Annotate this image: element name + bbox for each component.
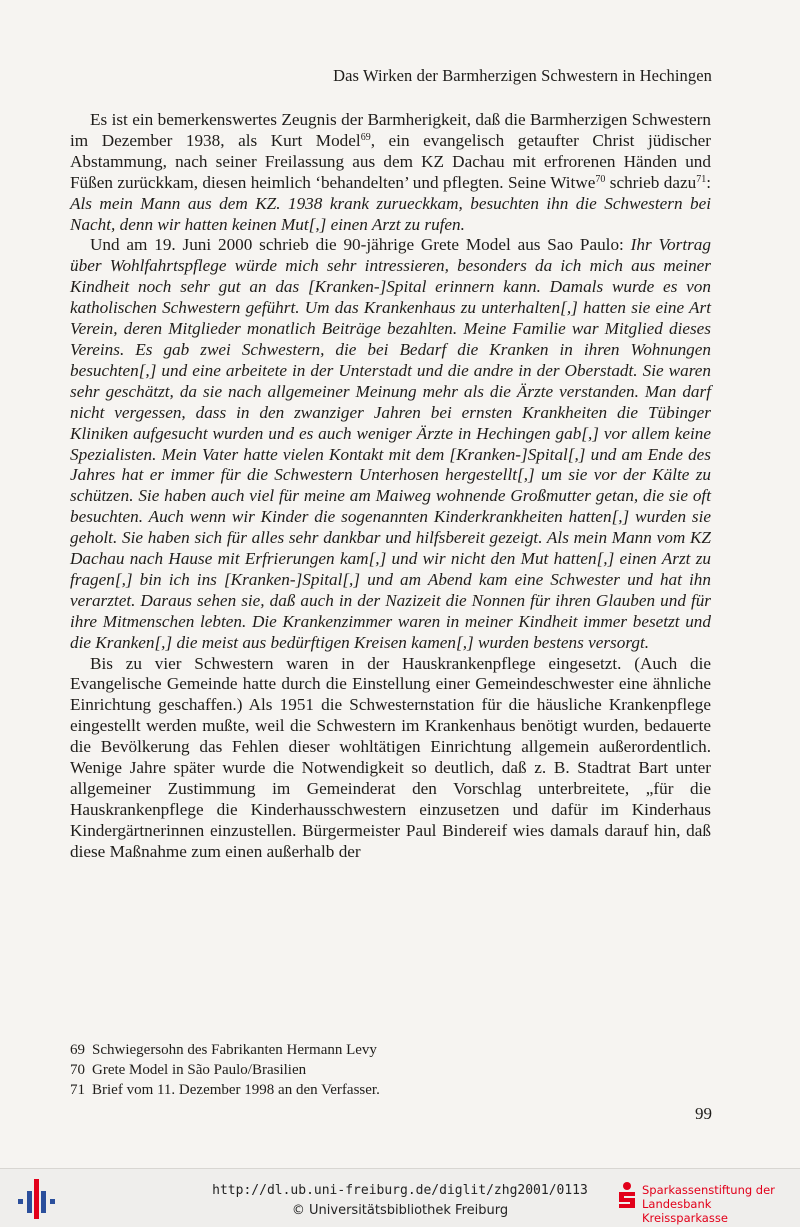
body-text — [70, 110, 711, 863]
footnote — [70, 1040, 711, 1060]
footnote-number: 69 — [70, 1042, 85, 1058]
sparkasse-logo-icon — [616, 1181, 638, 1211]
footnote-text: Schwiegersohn des Fabrikanten Hermann Levy — [92, 1042, 377, 1058]
footnote-number: 71 — [70, 1082, 85, 1098]
text-run: : — [706, 172, 712, 192]
footnote-text: Brief vom 11. Dezember 1998 an den Verfasser. — [92, 1082, 380, 1098]
footnote-marker: 69 — [360, 131, 371, 143]
quoted-text: Ihr Vortrag über Wohlfahrtspflege würde mich sehr intressieren, besonders da ich mich aus meiner Kindheit noch sehr gut an das [Kranken-]Spital erinnern kann. Damals wurde es von katholischen Schwestern geführt. Um das Krankenhaus zu unterhalten[,] hatten sie eine Art Verein, deren Mitglieder monatlich Beiträge bezahlten. Meine Familie war Mitglied dieses Vereins. Es gab zwei Schwestern, die bei Bedarf die Kranken in ihren Wohnungen besuchten[,] und eine arbeitete in der Unterstadt und die andre in der Oberstadt. Sie waren sehr geschätzt, da sie nach allgemeiner Meinung mehr als die Ärzte verstanden. Man darf nicht vergessen, dass in den zwanziger Jahren bei ernsten Krankheiten die Tübinger Kliniken aufgesucht wurden und es auch weniger Ärzte in Hechingen gab[,] vor allem keine Spezialisten. Mein Vater hatte vielen Kontakt mit dem [Kranken-]Spital[,] und am Ende des Jahres hat er immer für die Schwestern Unterhosen hergestellt[,] um sie vor der Kälte zu schützen. Sie haben auch viel für meine am Maiweg wohnende Großmutter getan, die sie oft besuchten. Auch wenn wir Kinder die sogenannten Kinderkrankheiten hatten[,] wurden sie geholt. Sie haben sich für alles sehr dankbar und hilfsbereit gezeigt. Als mein Mann vom KZ Dachau nach Hause mit Erfrierungen kam[,] und wir nicht den Mut hatten[,] einen Arzt zu fragen[,] bin ich ins [Kranken-]Spital[,] und am Abend kam eine Schwester und hat ihn verarztet. Daraus sehen sie, daß auch in der Nazizeit die Nonnen für ihren Glauben und für ihre Mitmenschen lebten. Die Krankenzimmer waren in meiner Kindheit immer besetzt und die Kranken[,] die meist aus bedürftigen Kreisen kamen[,] wurden bestens versorgt. — [70, 235, 711, 652]
sponsor-line-1: Sparkassenstiftung der — [642, 1183, 775, 1197]
sponsor-line-2: Landesbank Kreissparkasse — [642, 1197, 728, 1225]
copyright-notice: © Universitätsbibliothek Freiburg — [291, 1203, 509, 1218]
page-number: 99 — [695, 1104, 712, 1123]
sponsor-text — [642, 1183, 798, 1225]
running-head: Das Wirken der Barmherzigen Schwestern in Hechingen — [333, 66, 712, 85]
footnote — [70, 1080, 711, 1100]
paragraph — [70, 235, 711, 653]
footnote — [70, 1060, 711, 1080]
text-run: schrieb dazu — [605, 172, 697, 192]
footnotes — [70, 1040, 711, 1100]
quoted-text: Als mein Mann aus dem KZ. 1938 krank zurueckkam, besuchten ihn die Schwestern bei Nacht, denn wir hatten keinen Mut[,] einen Arzt zu rufen. — [70, 193, 711, 234]
text-run: Es ist ein bemerkenswertes Zeugnis der Barmherigkeit, daß die Barmherzigen Schwestern im Dezember 1938, als Kurt Model — [70, 110, 711, 150]
footnote-marker: 70 — [595, 173, 606, 185]
text-run: Bis zu vier Schwestern waren in der Hauskrankenpflege eingesetzt. (Auch die Evangelische Gemeinde hatte durch die Einstellung einer Gemeindeschwester eine ähnliche Einrichtung geschaffen.) Als 1951 die Schwesternstation für die häusliche Krankenpflege eingestellt werden mußte, weil die Schwestern im Krankenhaus benötigt wurden, bedauerte die Bevölkerung das Fehlen dieser wohltätigen Einrichtung allgemein außerordentlich. Wenige Jahre später wurde die Notwendigkeit so deutlich, daß z. B. Stadtrat Bart unter allgemeiner Zustimmung im Gemeinderat den Vorschlag unterbreitete, „für die Hauskrankenpflege die Kinderhausschwestern einzusetzen und dafür im Kinderhaus Kindergärtnerinnen einzustellen. Bürgermeister Paul Bindereif wies damals darauf hin, daß diese Maßnahme zum einen außerhalb der — [70, 653, 711, 861]
text-run: , ein evangelisch getaufter Christ jüdischer Abstammung, nach seiner Freilassung aus dem KZ Dachau mit erfrorenen Händen und Füßen zurückkam, diesen heimlich ‘behandelten’ und pflegten. Seine Witwe — [70, 130, 711, 192]
paragraph — [70, 110, 711, 235]
footnote-text: Grete Model in São Paulo/Brasilien — [92, 1062, 307, 1078]
footer-bar — [0, 1168, 800, 1227]
text-run: Und am 19. Juni 2000 schrieb die 90-jährige Grete Model aus Sao Paulo: — [90, 235, 631, 255]
paragraph — [70, 654, 711, 863]
permalink-url[interactable]: http://dl.ub.uni-freiburg.de/diglit/zhg2001/0113 — [212, 1183, 588, 1198]
footnote-number: 70 — [70, 1062, 85, 1078]
footnote-marker: 71 — [696, 173, 707, 185]
